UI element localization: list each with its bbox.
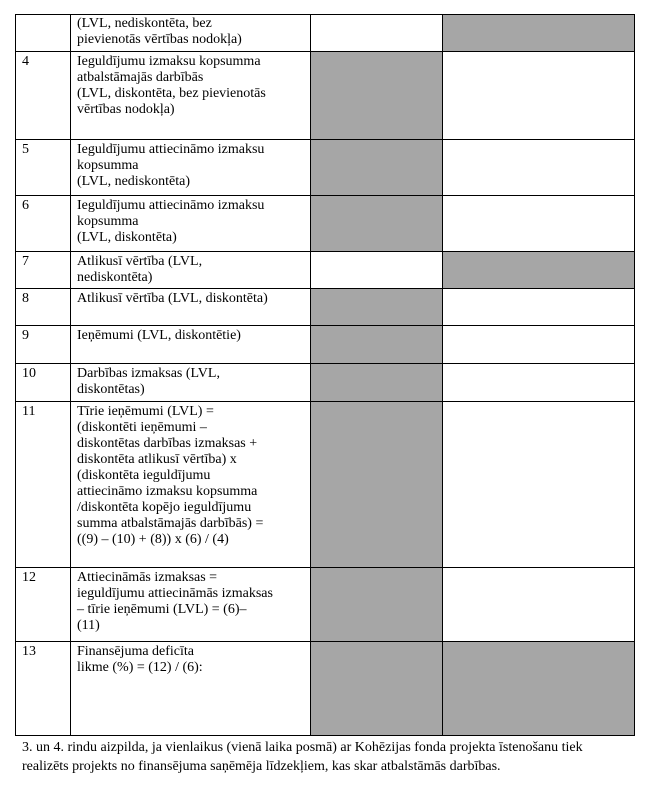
row-description: Ieguldījumu attiecināmo izmaksu kopsumma (LVL, nediskontēta) [71,140,311,195]
value-cell-b[interactable] [443,140,635,195]
row-description: Finansējuma deficīta likme (%) = (12) / (6): [71,642,311,735]
table-row [15,642,635,736]
row-number: 8 [15,289,71,325]
value-cell-a[interactable] [311,14,443,51]
table-row [15,52,635,140]
row-number: 11 [15,402,71,567]
row-description: Darbības izmaksas (LVL, diskontētas) [71,364,311,401]
row-description: (LVL, nediskontēta, bez pievienotās vērtības nodokļa) [71,14,311,51]
row-number: 9 [15,326,71,363]
value-cell-a-shaded [311,402,443,567]
value-cell-a-shaded [311,326,443,363]
row-number: 7 [15,252,71,288]
value-cell-a-shaded [311,52,443,139]
table-top-border [15,14,635,15]
row-description: Atlikusī vērtība (LVL, diskontēta) [71,289,311,325]
value-cell-b[interactable] [443,402,635,567]
value-cell-a-shaded [311,642,443,735]
row-number: 12 [15,568,71,641]
row-number: 5 [15,140,71,195]
row-number: 13 [15,642,71,735]
value-cell-a[interactable] [311,252,443,288]
value-cell-b[interactable] [443,289,635,325]
value-cell-b[interactable] [443,568,635,641]
row-description: Ieguldījumu izmaksu kopsumma atbalstāmajās darbībās (LVL, diskontēta, bez pievienotās vērtības nodokļa) [71,52,311,139]
value-cell-b[interactable] [443,52,635,139]
row-description: Attiecināmās izmaksas = ieguldījumu attiecināmās izmaksas – tīrie ieņēmumi (LVL) = (6)– (11) [71,568,311,641]
table-row [15,364,635,402]
row-description: Tīrie ieņēmumi (LVL) = (diskontēti ieņēmumi – diskontētas darbības izmaksas + diskontēta atlikusī vērtība) x (diskontēta ieguldījumu attiecināmo izmaksu kopsumma /diskontēta kopējo ieguldījumu summa atbalstāmajās darbībās) = ((9) – (10) + (8)) x (6) / (4) [71,402,311,567]
value-cell-b-shaded [443,642,635,735]
cost-table [15,14,635,722]
row-description: Atlikusī vērtība (LVL, nediskontēta) [71,252,311,288]
row-number: 6 [15,196,71,251]
table-row [15,289,635,326]
row-description: Ieņēmumi (LVL, diskontētie) [71,326,311,363]
table-row [15,568,635,642]
value-cell-b[interactable] [443,364,635,401]
table-row [15,402,635,568]
value-cell-b[interactable] [443,196,635,251]
table-row [15,326,635,364]
row-number [15,14,71,51]
table-row [15,196,635,252]
row-number: 4 [15,52,71,139]
value-cell-a-shaded [311,140,443,195]
value-cell-b-shaded [443,252,635,288]
footnote: 3. un 4. rindu aizpilda, ja vienlaikus (vienā laika posmā) ar Kohēzijas fonda projekta īstenošanu tiek realizēts projekts no finansējuma saņēmēja līdzekļiem, kas skar atbalstāmās darbības. [22,740,583,774]
value-cell-a-shaded [311,196,443,251]
table-row [15,14,635,52]
table-row [15,140,635,196]
value-cell-a-shaded [311,364,443,401]
row-number: 10 [15,364,71,401]
value-cell-b[interactable] [443,326,635,363]
value-cell-a-shaded [311,568,443,641]
row-description: Ieguldījumu attiecināmo izmaksu kopsumma (LVL, diskontēta) [71,196,311,251]
value-cell-a-shaded [311,289,443,325]
value-cell-b-shaded [443,14,635,51]
table-row [15,252,635,289]
